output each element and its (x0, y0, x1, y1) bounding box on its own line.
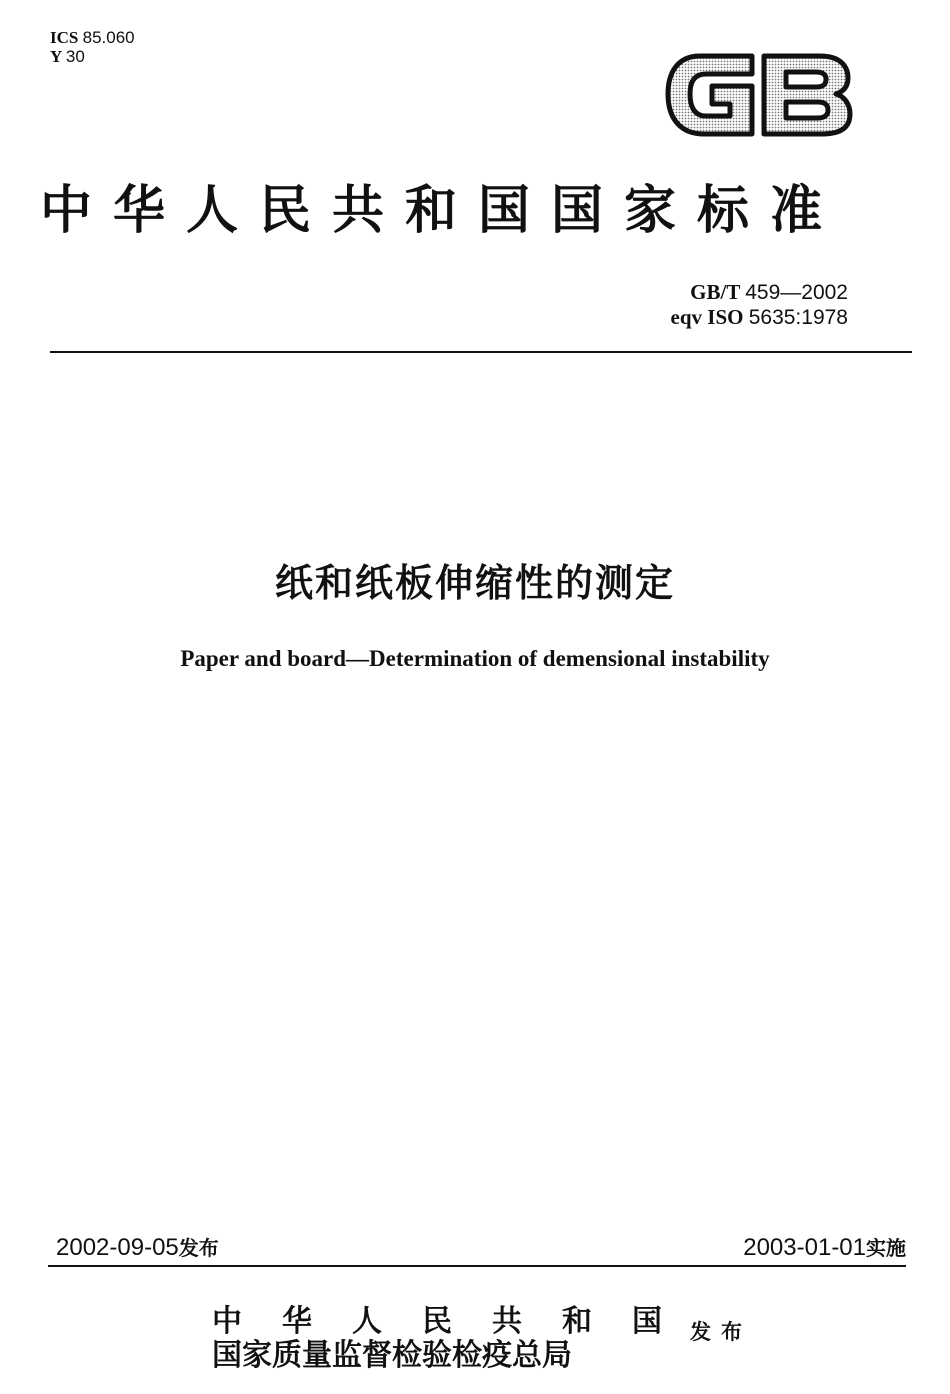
equivalent-prefix: eqv ISO (670, 305, 744, 329)
document-title-en: Paper and board—Determination of demensional instability (180, 646, 770, 671)
effective-label: 实施 (866, 1236, 906, 1260)
bottom-divider (48, 1265, 906, 1267)
issuer-line-2: 国家质量监督检验检疫总局 (212, 1338, 572, 1373)
issuer-char: 共 (492, 1304, 522, 1339)
standard-code-prefix: GB/T (690, 280, 740, 304)
issue-date-line (56, 1232, 219, 1262)
class-code: 30 (65, 47, 85, 66)
issuer-char: 国 (632, 1304, 662, 1339)
equivalent-number: 5635:1978 (748, 306, 848, 329)
ics-line (50, 28, 135, 47)
issuer-char: 人 (352, 1304, 382, 1339)
gb-logo (660, 42, 856, 146)
issue-label: 发布 (178, 1236, 219, 1260)
issuer-char: 民 (422, 1304, 452, 1339)
ics-label: ICS (50, 28, 79, 47)
class-label: Y (50, 47, 62, 66)
national-standard-title: 中华人民共和国国家标准 (40, 181, 844, 241)
effective-date: 2003-01-01 (743, 1234, 866, 1261)
standard-code-block (671, 280, 848, 330)
effective-date-line (743, 1232, 906, 1262)
standard-code-number: 459—2002 (745, 281, 848, 304)
issuer-char: 华 (282, 1304, 312, 1339)
issue-date: 2002-09-05 (56, 1234, 179, 1261)
ics-code: 85.060 (82, 28, 135, 47)
top-divider (50, 351, 912, 353)
document-title-cn: 纸和纸板伸缩性的测定 (274, 561, 675, 605)
ics-block (50, 28, 135, 66)
issuer-char: 中 (212, 1304, 242, 1339)
class-line (50, 47, 135, 66)
publish-label: 发布 (690, 1320, 752, 1344)
equivalent-standard (671, 305, 848, 330)
standard-code (671, 280, 848, 305)
issuer-char: 和 (562, 1304, 592, 1339)
